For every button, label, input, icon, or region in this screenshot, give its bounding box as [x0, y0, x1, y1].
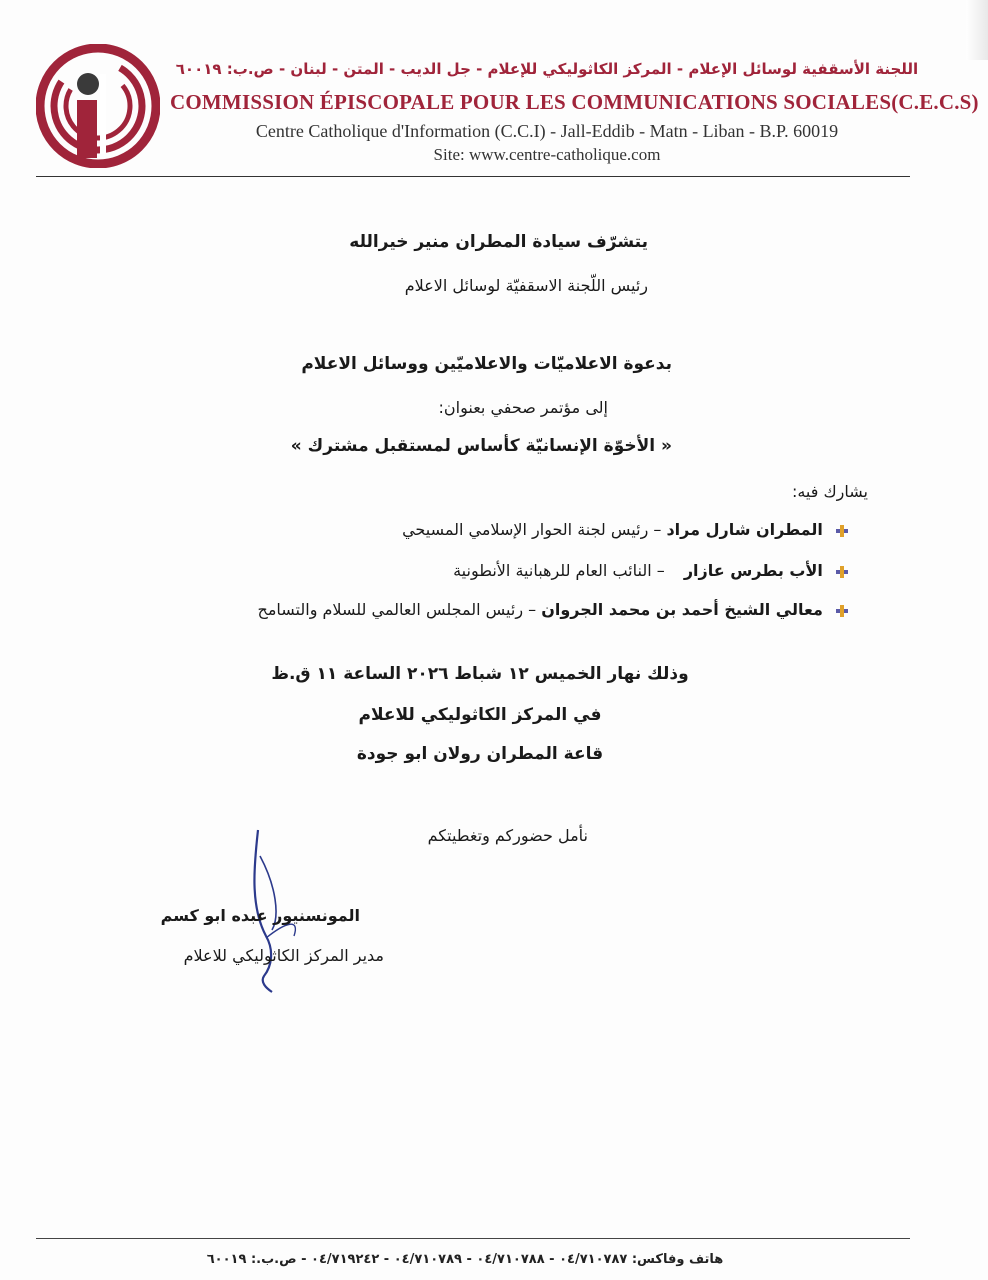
letterhead-site: Site: www.centre-catholique.com: [433, 145, 661, 164]
signatory-title: مدير المركز الكاثوليكي للاعلام: [183, 946, 384, 965]
invitation-subline: إلى مؤتمر صحفي بعنوان:: [438, 398, 608, 417]
participant-name: المطران شارل مراد: [666, 520, 823, 539]
event-place: في المركز الكاثوليكي للاعلام: [358, 705, 602, 725]
host-title: رئيس اللّجنة الاسقفيّة لوسائل الاعلام: [404, 276, 648, 295]
footer-contact: هاتف وفاكس: ٠٤/٧١٠٧٨٧ - ٠٤/٧١٠٧٨٨ - ٠٤/٧١٠٧٨٩ - ٠٤/٧١٩٢٤٢ - ص.ب.: ٦٠٠١٩: [206, 1252, 724, 1267]
host-line: يتشرّف سيادة المطران منير خيرالله: [349, 232, 648, 252]
invitation-line: بدعوة الاعلاميّات والاعلاميّين ووسائل الاعلام: [301, 354, 672, 374]
participant-name: الأب بطرس عازار: [683, 561, 823, 580]
participant-role: – رئيس لجنة الحوار الإسلامي المسيحي: [402, 520, 662, 539]
closing-line: نأمل حضوركم وتغطيتكم: [427, 826, 588, 845]
footer-divider: [36, 1238, 910, 1239]
participants-heading: يشارك فيه:: [791, 482, 868, 501]
participant-item: [258, 600, 849, 619]
plus-bullet-icon: [836, 525, 848, 537]
participant-role: – النائب العام للرهبانية الأنطونية: [453, 561, 665, 580]
participant-item: [402, 520, 848, 539]
event-hall: قاعة المطران رولان ابو جودة: [356, 744, 604, 764]
conference-title: « الأخوّة الإنسانيّة كأساس لمستقبل مشترك »: [290, 436, 672, 456]
page-edge-shadow: [966, 0, 988, 60]
plus-bullet-icon: [836, 605, 848, 617]
letterhead-arabic: اللجنة الأسقفية لوسائل الإعلام - المركز الكاثوليكي للإعلام - جل الديب - المتن - لبنان - ص.ب: ٦٠٠١٩: [175, 60, 919, 78]
participant-role: – رئيس المجلس العالمي للسلام والتسامح: [257, 600, 537, 619]
letterhead-center-line: Centre Catholique d'Information (C.C.I) - Jall-Eddib - Matn - Liban - B.P. 60019: [255, 121, 839, 141]
plus-bullet-icon: [836, 566, 848, 578]
event-datetime: وذلك نهار الخميس ١٢ شباط ٢٠٢٦ الساعة ١١ ق.ظ: [271, 664, 689, 684]
cci-logo-icon: [36, 44, 160, 168]
letterhead-french-title: COMMISSION ÉPISCOPALE POUR LES COMMUNICATIONS SOCIALES(C.E.C.S): [170, 90, 979, 114]
participant-name: معالي الشيخ أحمد بن محمد الجروان: [541, 600, 823, 619]
header-divider: [36, 176, 910, 177]
participant-item: [453, 561, 848, 580]
signatory-name: المونسنيور عبده ابو كسم: [160, 906, 360, 925]
